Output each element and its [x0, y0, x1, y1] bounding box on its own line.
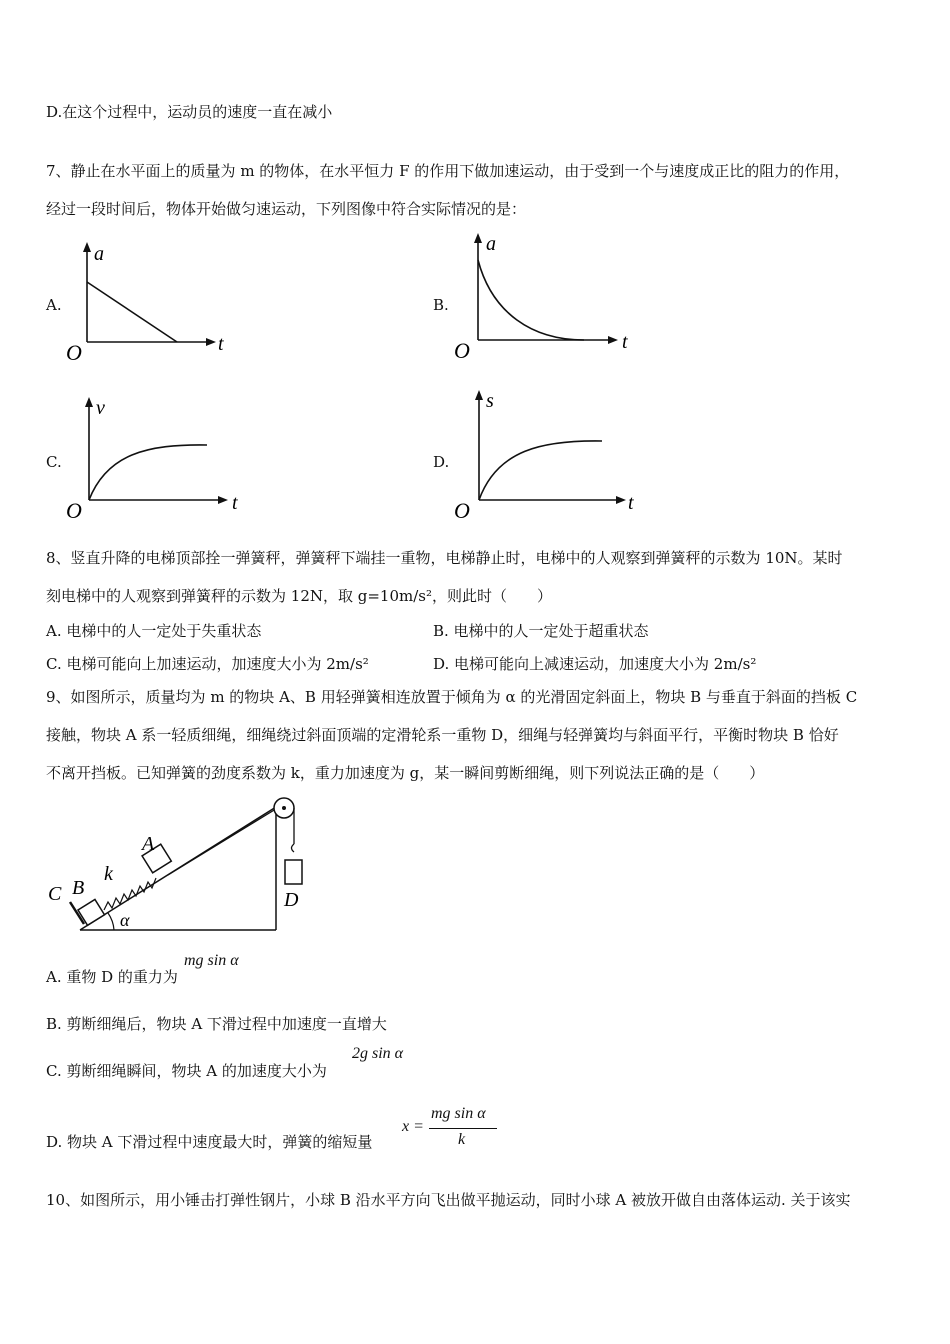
label-d: D	[284, 889, 299, 911]
graph-d	[452, 385, 647, 525]
q7-option-b-label: B.	[433, 296, 449, 314]
q9-stem-line1: 9、如图所示，质量均为 m 的物块 A、B 用轻弹簧相连放置于倾角为 α 的光滑固定斜面上，物块 B 与垂直于斜面的挡板 C	[46, 688, 858, 706]
rope	[168, 804, 284, 875]
label-k: k	[104, 863, 113, 885]
graph-a-curve	[87, 282, 177, 342]
weight-d	[285, 860, 302, 884]
q9-option-d-lhs: x =	[402, 1118, 424, 1135]
q9-option-c-math: 2g sin α	[352, 1045, 404, 1062]
graph-a	[60, 238, 240, 368]
q8-option-b: B. 电梯中的人一定处于超重状态	[433, 622, 649, 640]
graph-b-curve	[478, 260, 584, 340]
q7-option-a-label: A.	[46, 296, 62, 314]
graph-d-curve	[479, 441, 602, 500]
q7-option-c-label: C.	[46, 453, 62, 471]
q7-option-d-label: D.	[433, 453, 450, 471]
label-c: C	[48, 883, 62, 905]
q8-stem-line1: 8、竖直升降的电梯顶部拴一弹簧秤，弹簧秤下端挂一重物，电梯静止时，电梯中的人观察到弹簧秤的示数为 10N。某时	[46, 549, 843, 567]
q9-option-d-fraction-bar	[429, 1128, 497, 1129]
q8-option-d: D. 电梯可能向上减速运动，加速度大小为 2m/s²	[433, 655, 757, 673]
graph-b-y-label: a	[486, 233, 496, 255]
q9-stem-line3: 不离开挡板。已知弹簧的劲度系数为 k，重力加速度为 g，某一瞬间剪断细绳，则下列说法正确的是（ ）	[46, 764, 765, 782]
q8-option-a: A. 电梯中的人一定处于失重状态	[46, 622, 262, 640]
q9-option-c: C. 剪断细绳瞬间，物块 A 的加速度大小为	[46, 1062, 327, 1080]
q9-option-b: B. 剪断细绳后，物块 A 下滑过程中加速度一直增大	[46, 1015, 387, 1033]
graph-c	[62, 392, 252, 527]
q9-option-d: D. 物块 A 下滑过程中速度最大时，弹簧的缩短量	[46, 1133, 373, 1151]
q6-option-d: D.在这个过程中，运动员的速度一直在减小	[46, 103, 333, 121]
graph-b-x-label: t	[622, 331, 628, 353]
graph-c-y-label: v	[96, 397, 105, 419]
graph-d-origin: O	[454, 498, 470, 523]
graph-c-x-label: t	[232, 492, 238, 514]
graph-a-x-label: t	[218, 333, 224, 355]
graph-d-x-label: t	[628, 492, 634, 514]
graph-b	[452, 228, 642, 368]
graph-c-curve	[89, 445, 207, 500]
label-b: B	[72, 877, 85, 899]
q10-stem-line1: 10、如图所示，用小锤击打弹性钢片，小球 B 沿水平方向飞出做平抛运动，同时小球 A 被放开做自由落体运动. 关于该实	[46, 1191, 851, 1209]
graph-d-y-label: s	[486, 390, 494, 412]
q7-stem-line1: 7、静止在水平面上的质量为 m 的物体，在水平恒力 F 的作用下做加速运动，由于受到一个与速度成正比的阻力的作用，	[46, 162, 850, 180]
graph-a-y-label: a	[94, 243, 104, 265]
label-alpha: α	[120, 910, 130, 930]
q7-stem-line2: 经过一段时间后，物体开始做匀速运动，下列图像中符合实际情况的是：	[46, 200, 527, 218]
graph-c-origin: O	[66, 498, 82, 523]
q9-option-a-math: mg sin α	[184, 952, 239, 969]
q9-option-d-denominator: k	[458, 1131, 466, 1148]
q9-incline-figure	[44, 792, 324, 942]
graph-b-origin: O	[454, 338, 470, 363]
q9-stem-line2: 接触，物块 A 系一轻质细绳，细绳绕过斜面顶端的定滑轮系一重物 D，细绳与轻弹簧均与斜面平行，平衡时物块 B 恰好	[46, 726, 839, 744]
label-a: A	[142, 833, 155, 855]
q8-option-c: C. 电梯可能向上加速运动，加速度大小为 2m/s²	[46, 655, 369, 673]
q8-stem-line2: 刻电梯中的人观察到弹簧秤的示数为 12N，取 g=10m/s²，则此时（ ）	[46, 587, 552, 605]
graph-a-origin: O	[66, 340, 82, 365]
q9-option-d-numerator: mg sin α	[431, 1105, 486, 1122]
q9-option-a: A. 重物 D 的重力为	[46, 968, 178, 986]
